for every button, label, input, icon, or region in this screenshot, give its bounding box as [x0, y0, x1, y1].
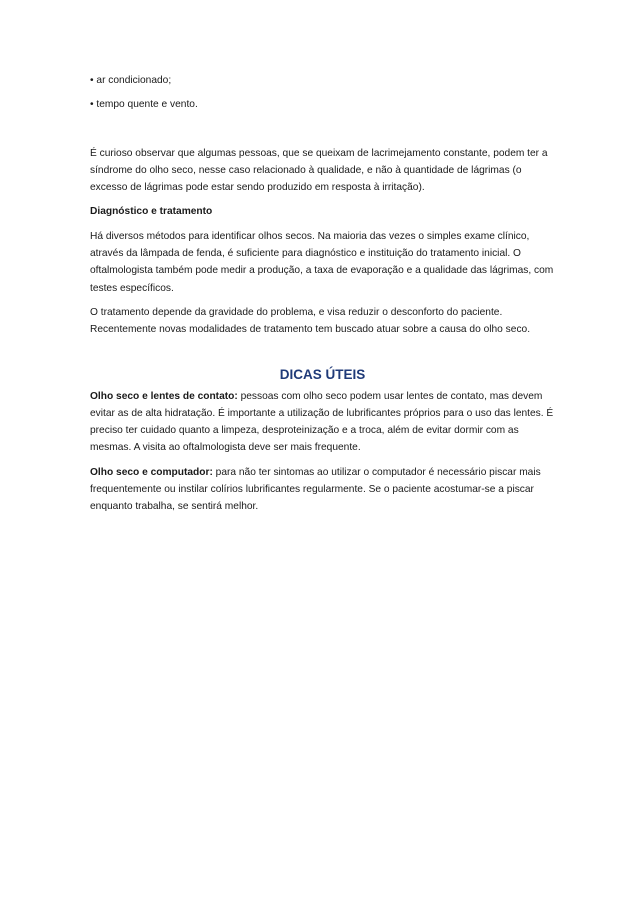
tip-label: Olho seco e computador:: [90, 466, 213, 478]
bullet-item: • tempo quente e vento.: [90, 99, 198, 111]
tip-paragraph: [90, 464, 555, 516]
body-paragraph: O tratamento depende da gravidade do problema, e visa reduzir o desconforto do paciente. Recentemente novas modalidades de tratamento tem buscado atuar sobre a causa do olho seco.: [90, 306, 531, 336]
document-page: [90, 72, 555, 523]
dicas-title: DICAS ÚTEIS: [279, 366, 366, 382]
body-paragraph: Há diversos métodos para identificar olhos secos. Na maioria das vezes o simples exame clínico, através da lâmpada de fenda, é suficiente para diagnóstico e instituição do tratamento inicial. O oftalmologista também pode medir a produção, a taxa de evaporação e a qualidade das lágrimas, com testes específicos.: [90, 230, 554, 294]
tip-label: Olho seco e lentes de contato:: [90, 390, 238, 402]
bullet-item: • ar condicionado;: [90, 75, 172, 86]
section-heading: Diagnóstico e tratamento: [90, 206, 213, 218]
intro-paragraph: É curioso observar que algumas pessoas, que se queixam de lacrimejamento constante, podem ter a síndrome do olho seco, nesse caso relacionado à qualidade, e não à quantidade de lágrimas (o excesso de lágrimas pode estar sendo produzido em resposta à irritação).: [90, 147, 548, 194]
tip-text: para não ter sintomas ao utilizar o computador é necessário piscar mais frequentemente ou instilar colírios lubrificantes regularmente. Se o paciente acostumar-se a piscar enquanto trabalha, se sentirá melhor.: [90, 466, 541, 513]
tip-text: pessoas com olho seco podem usar lentes de contato, mas devem evitar as de alta hidratação. É importante a utilização de lubrificantes próprios para o uso das lentes. É preciso ter cuidado quanto a limpeza, desproteinização e a troca, além de evitar dormir com as mesmas. A visita ao oftalmologista deve ser mais frequente.: [90, 390, 554, 454]
tip-paragraph: [90, 388, 555, 457]
